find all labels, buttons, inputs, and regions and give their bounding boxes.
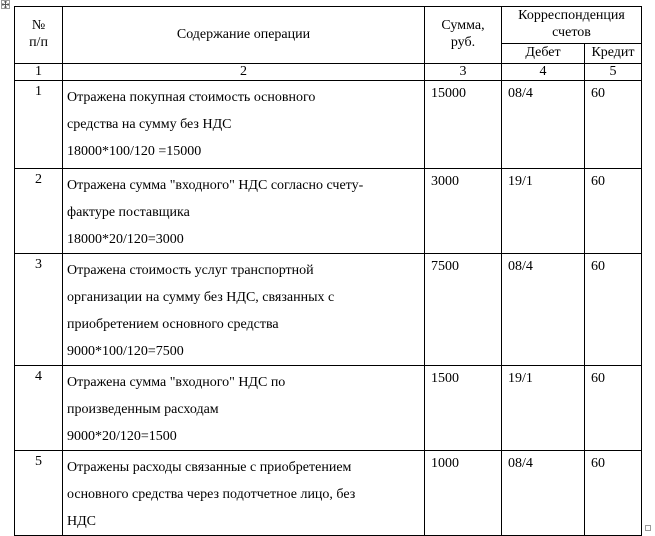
table-row	[15, 254, 642, 366]
content-line: фактуре поставщика	[67, 205, 190, 220]
header-correspondence	[502, 7, 642, 44]
row-debit: 08/4	[502, 254, 585, 366]
table-move-handle[interactable]	[1, 0, 10, 9]
row-num: 1	[15, 81, 63, 169]
header-num	[15, 7, 63, 64]
header-row	[15, 7, 642, 44]
content-line: НДС	[67, 514, 96, 529]
content-line: средства на сумму без НДС	[67, 117, 232, 132]
row-content	[63, 81, 425, 169]
row-content	[63, 451, 425, 536]
row-credit: 60	[585, 366, 642, 451]
operations-table	[14, 6, 642, 536]
column-number: 2	[63, 64, 425, 81]
row-num: 5	[15, 451, 63, 536]
content-line: 9000*20/120=1500	[67, 429, 177, 444]
row-debit: 08/4	[502, 451, 585, 536]
row-credit: 60	[585, 81, 642, 169]
table-resize-handle[interactable]	[645, 525, 651, 531]
header-sum	[425, 7, 502, 64]
content-line: Отражена стоимость услуг транспортной	[67, 263, 314, 278]
column-number: 1	[15, 64, 63, 81]
row-credit: 60	[585, 254, 642, 366]
column-numbers-row	[15, 64, 642, 81]
row-content	[63, 366, 425, 451]
header-sum-line: Сумма,	[441, 18, 485, 34]
content-line: 18000*100/120 =15000	[67, 144, 202, 159]
header-content: Содержание операции	[63, 7, 425, 64]
content-line: Отражена покупная стоимость основного	[67, 90, 316, 105]
header-correspondence-line: счетов	[552, 25, 591, 40]
row-debit: 19/1	[502, 169, 585, 254]
row-num: 3	[15, 254, 63, 366]
content-line: Отражена сумма "входного" НДС по	[67, 375, 286, 390]
column-number: 4	[502, 64, 585, 81]
header-correspondence-line: Корреспонденция	[518, 8, 625, 24]
content-line: организации на сумму без НДС, связанных с	[67, 290, 335, 305]
content-line: Отражена сумма "входного" НДС согласно счету-	[67, 178, 364, 193]
row-content	[63, 254, 425, 366]
row-sum: 7500	[425, 254, 502, 366]
row-sum: 1000	[425, 451, 502, 536]
table-row	[15, 366, 642, 451]
row-debit: 19/1	[502, 366, 585, 451]
content-line: приобретением основного средства	[67, 317, 279, 332]
header-sum-line: руб.	[450, 35, 476, 50]
row-num: 4	[15, 366, 63, 451]
header-debit: Дебет	[502, 44, 585, 64]
content-line: 18000*20/120=3000	[67, 232, 184, 247]
column-number: 5	[585, 64, 642, 81]
header-num-line: №	[31, 18, 46, 34]
table-row	[15, 81, 642, 169]
row-sum: 3000	[425, 169, 502, 254]
row-debit: 08/4	[502, 81, 585, 169]
row-credit: 60	[585, 451, 642, 536]
content-line: 9000*100/120=7500	[67, 344, 184, 359]
row-sum: 1500	[425, 366, 502, 451]
header-num-line: п/п	[29, 35, 48, 50]
column-number: 3	[425, 64, 502, 81]
content-line: основного средства через подотчетное лицо, без	[67, 487, 356, 502]
content-line: произведенным расходам	[67, 402, 219, 417]
table-row	[15, 169, 642, 254]
row-num: 2	[15, 169, 63, 254]
row-sum: 15000	[425, 81, 502, 169]
header-credit: Кредит	[585, 44, 642, 64]
content-line: Отражены расходы связанные с приобретением	[67, 460, 352, 475]
row-content	[63, 169, 425, 254]
table-row	[15, 451, 642, 536]
move-arrows-icon	[2, 1, 9, 8]
row-credit: 60	[585, 169, 642, 254]
